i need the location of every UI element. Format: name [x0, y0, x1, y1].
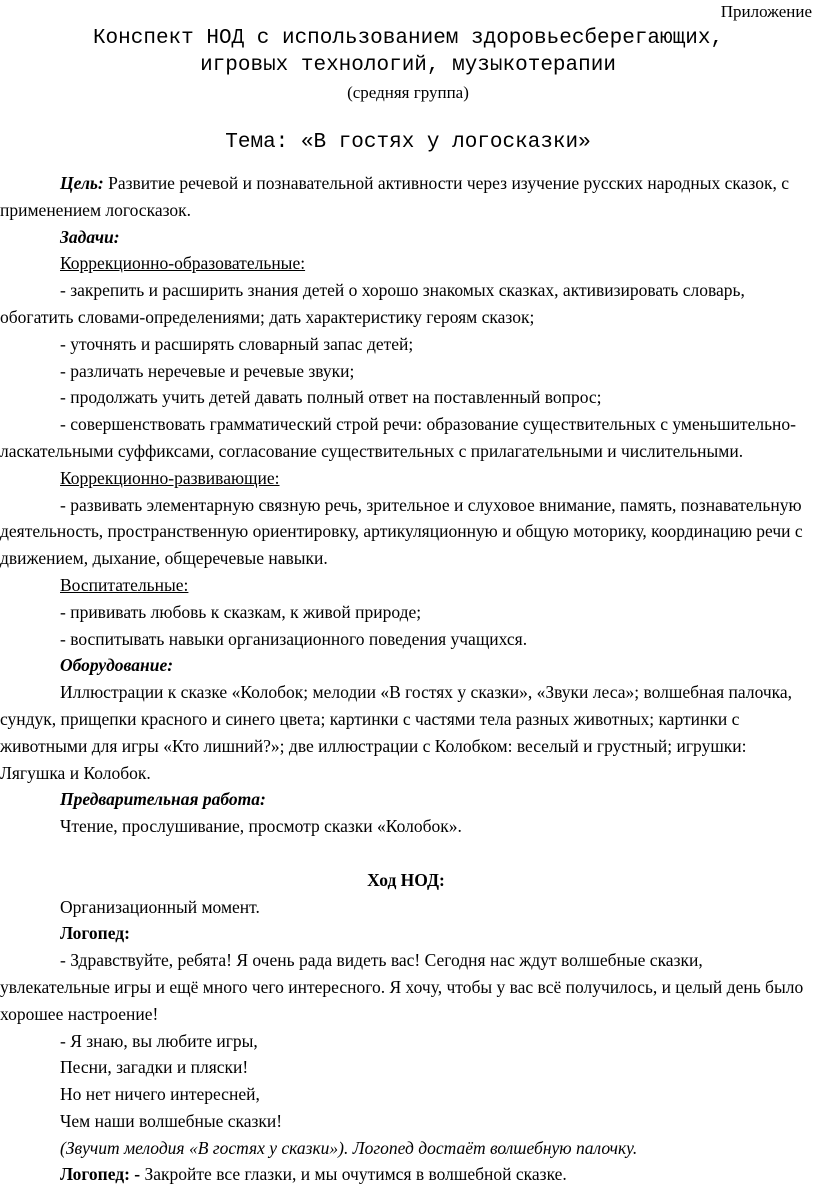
appendix-label: Приложение — [720, 2, 812, 21]
poem-line: Но нет ничего интересней, — [60, 1084, 260, 1105]
preliminary-label: Предварительная работа: — [60, 789, 266, 810]
task-item: - продолжать учить детей давать полный ответ на поставленный вопрос; — [60, 387, 602, 408]
equipment-label: Оборудование: — [60, 655, 174, 676]
correctional-educational-heading: Коррекционно-образовательные: — [60, 253, 306, 274]
group-subtitle: (средняя группа) — [347, 83, 469, 102]
task-item: - прививать любовь к сказкам, к живой природе; — [60, 601, 422, 622]
goal-paragraph — [0, 170, 812, 224]
task-item: - различать неречевые и речевые звуки; — [60, 360, 355, 381]
task-item: - совершенствовать грамматический строй речи: образование существительных с уменьшительно-ласкательными суффиксами, согласование существительных с прилагательными и числительными. — [0, 414, 796, 461]
title-line-1: Конспект НОД с использованием здоровьесберегающих, — [92, 27, 724, 50]
lesson-theme: Тема: «В гостях у логосказки» — [225, 131, 591, 154]
stage-direction: (Звучит мелодия «В гостях у сказки»). Логопед достаёт волшебную палочку. — [60, 1137, 638, 1158]
poem-line: Песни, загадки и пляски! — [60, 1057, 249, 1078]
task-item: - уточнять и расширять словарный запас детей; — [60, 333, 414, 354]
task-item: - развивать элементарную связную речь, зрительное и слуховое внимание, память, познавательную деятельность, пространственную ориентировку, артикуляционную и общую моторику, координацию речи с движением, дыхание, общеречевые навыки. — [0, 494, 803, 569]
spacer — [0, 840, 812, 867]
closing-paragraph — [0, 1161, 812, 1188]
title-line-2: игровых технологий, музыкотерапии — [200, 54, 616, 77]
poem-line: Чем наши волшебные сказки! — [60, 1110, 283, 1131]
task-item: - закрепить и расширить знания детей о хорошо знакомых сказках, активизировать словарь, обогатить словами-определениями; дать характеристику героям сказок; — [0, 280, 745, 327]
goal-label: Цель: — [60, 173, 104, 193]
lesson-heading: Ход НОД: — [367, 869, 445, 890]
equipment-text: Иллюстрации к сказке «Колобок; мелодии «В гостях у сказки», «Звуки леса»; волшебная палочка, сундук, прищепки красного и синего цвета; картинки с частями тела разных животных; картинки с животными для игры «Кто лишний?»; две иллюстрации с Колобком: веселый и грустный; игрушки: Лягушка и Колобок. — [0, 682, 793, 783]
greeting-text: - Здравствуйте, ребята! Я очень рада видеть вас! Сегодня нас ждут волшебные сказки, увлекательные игры и ещё много чего интересного. Я хочу, чтобы у вас всё получилось, и целый день было хорошее настроение! — [0, 950, 804, 1024]
poem-line: - Я знаю, вы любите игры, — [60, 1030, 258, 1051]
speaker-label: Логопед: — [60, 923, 130, 944]
closing-text: Закройте все глазки, и мы очутимся в волшебной сказке. — [140, 1164, 567, 1185]
preliminary-text: Чтение, прослушивание, просмотр сказки «Колобок». — [60, 816, 462, 837]
correctional-developmental-heading: Коррекционно-развивающие: — [60, 467, 280, 488]
org-moment: Организационный момент. — [60, 896, 260, 917]
goal-text: Развитие речевой и познавательной активности через изучение русских народных сказок, с применением логосказок. — [0, 173, 789, 220]
tasks-label: Задачи: — [60, 226, 120, 247]
educational-heading: Воспитательные: — [60, 574, 189, 595]
document-body — [0, 170, 812, 1188]
speaker-label: Логопед: - — [60, 1164, 141, 1185]
task-item: - воспитывать навыки организационного поведения учащихся. — [60, 628, 528, 649]
